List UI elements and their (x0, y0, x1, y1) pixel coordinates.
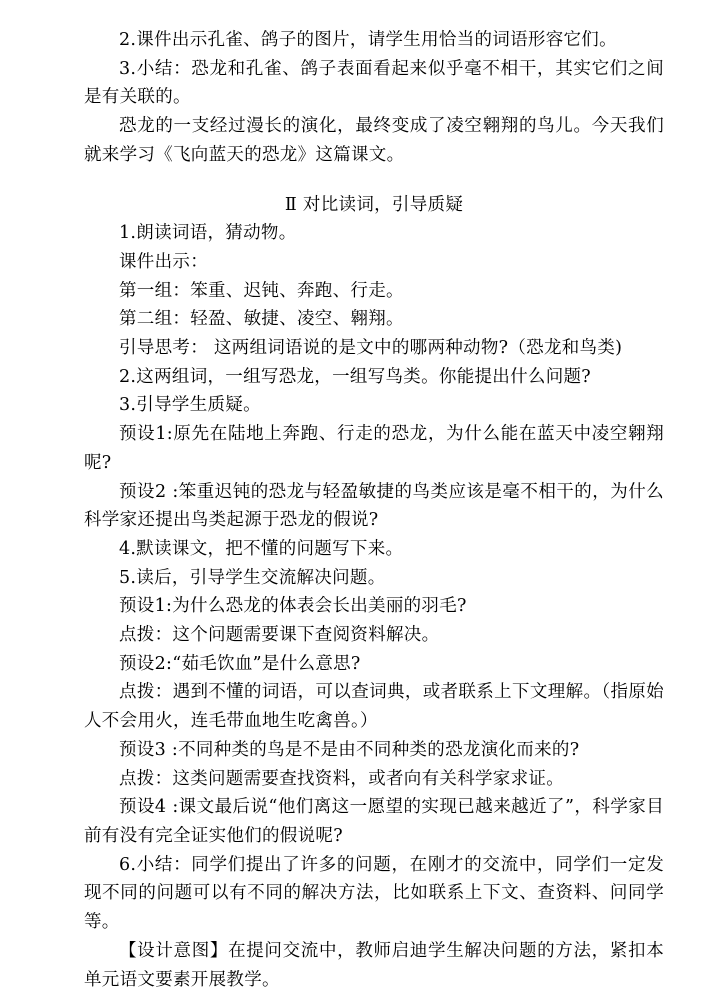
paragraph: 4.默读课文，把不懂的问题写下来。 (119, 538, 404, 559)
paragraph: 1.朗读词语，猜动物。 (119, 223, 297, 244)
paragraph: 课件出示： (119, 251, 208, 272)
paragraph: 点拨：遇到不懂的词语，可以查词典，或者联系上下文理解。（指原始人不会用火，连毛带血地生吃禽兽。） (84, 682, 664, 732)
paragraph: 第二组：轻盈、敏捷、凌空、翱翔。 (119, 309, 404, 330)
paragraph: 引导思考： 这两组词语说的是文中的哪两种动物?（恐龙和鸟类) (119, 338, 623, 359)
section-heading: Ⅱ 对比读词，引导质疑 (284, 194, 464, 215)
paragraph: 5.读后，引导学生交流解决问题。 (119, 567, 386, 588)
paragraph: 3.引导学生质疑。 (119, 395, 261, 416)
paragraph: 预设2:“茹毛饮血”是什么意思? (119, 653, 361, 674)
paragraph: 预设3 :不同种类的鸟是不是由不同种类的恐龙演化而来的? (119, 739, 580, 760)
paragraph: 恐龙的一支经过漫长的演化，最终变成了凌空翱翔的鸟儿。今天我们就来学习《飞向蓝天的恐龙》这篇课文。 (84, 116, 664, 165)
paragraph: 预设4 :课文最后说“他们离这一愿望的实现已越来越近了”，科学家目前有没有完全证实他们的假说呢? (84, 797, 664, 846)
paragraph: 预设2 :笨重迟钝的恐龙与轻盈敏捷的鸟类应该是毫不相干的，为什么科学家还提出鸟类起源于恐龙的假说? (84, 481, 664, 531)
paragraph: 2.这两组词，一组写恐龙，一组写鸟类。你能提出什么问题? (119, 366, 591, 387)
document-body (84, 26, 664, 994)
paragraph: 第一组：笨重、迟钝、奔跑、行走。 (119, 280, 404, 301)
paragraph: 点拨：这个问题需要课下查阅资料解决。 (119, 625, 440, 646)
paragraph: 3.小结：恐龙和孔雀、鸽子表面看起来似乎毫不相干，其实它们之间是有关联的。 (84, 58, 664, 108)
paragraph: 预设1:为什么恐龙的体表会长出美丽的羽毛? (119, 596, 467, 617)
paragraph: 预设1:原先在陆地上奔跑、行走的恐龙，为什么能在蓝天中凌空翱翔呢? (84, 424, 664, 473)
paragraph: 2.课件出示孔雀、鸽子的图片，请学生用恰当的词语形容它们。 (119, 30, 617, 50)
paragraph: 6.小结：同学们提出了许多的问题，在刚才的交流中，同学们一定发现不同的问题可以有不同的解决方法，比如联系上下文、查资料、问同学等。 (84, 854, 664, 933)
paragraph: 【设计意图】在提问交流中，教师启迪学生解决问题的方法，紧扣本单元语文要素开展教学。 (84, 940, 664, 990)
paragraph: 点拨：这类问题需要查找资料，或者向有关科学家求证。 (119, 768, 564, 789)
